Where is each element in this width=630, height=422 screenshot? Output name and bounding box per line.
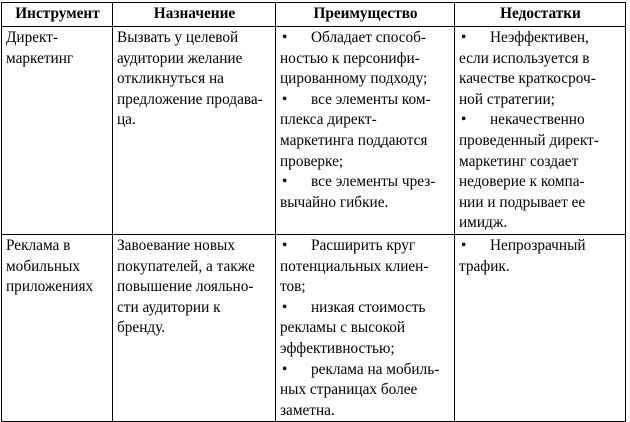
purpose-line: предложение продава- bbox=[117, 90, 263, 108]
header-disadvantages: Недостатки bbox=[455, 3, 626, 27]
bullet-continuation: ностью к персонифи- bbox=[280, 49, 420, 67]
table-row bbox=[2, 234, 626, 421]
bullet-icon bbox=[280, 360, 311, 381]
bullet-icon bbox=[280, 236, 311, 257]
bullet-item bbox=[280, 90, 451, 111]
comparison-table bbox=[1, 2, 626, 422]
bullet-text: Обладает способ- bbox=[311, 29, 427, 46]
bullet-text: все элементы чрез- bbox=[311, 173, 436, 191]
header-row bbox=[2, 3, 626, 27]
bullet-continuation: маркетинг создает bbox=[459, 152, 579, 170]
purpose-line: Завоевание новых bbox=[117, 236, 235, 254]
advantages-cell bbox=[276, 27, 455, 235]
tool-line: приложениях bbox=[6, 278, 94, 296]
table-row bbox=[2, 27, 626, 235]
bullet-continuation: потенциальных клиен- bbox=[280, 257, 429, 275]
bullet-continuation: если используется в bbox=[459, 49, 590, 67]
bullet-icon bbox=[280, 28, 311, 49]
bullet-text: Непрозрачный bbox=[490, 236, 586, 254]
bullet-continuation: проверке; bbox=[280, 152, 344, 170]
disadvantages-cell bbox=[455, 234, 626, 421]
tool-line: Реклама в bbox=[6, 236, 71, 254]
bullet-continuation: рекламы с высокой bbox=[280, 319, 406, 337]
bullet-item bbox=[280, 28, 451, 49]
bullet-text: некачественно bbox=[490, 111, 585, 129]
bullet-continuation: ных страницах более bbox=[280, 381, 418, 399]
purpose-line: бренду. bbox=[117, 319, 166, 337]
bullet-item bbox=[280, 236, 451, 257]
header-advantages: Преимущество bbox=[276, 3, 455, 27]
tool-line: Директ- bbox=[6, 29, 59, 46]
bullet-item bbox=[280, 360, 451, 381]
bullet-continuation: имидж. bbox=[459, 214, 508, 232]
bullet-continuation: цированному подходу; bbox=[280, 70, 428, 88]
bullet-icon bbox=[459, 236, 490, 257]
header-tool: Инструмент bbox=[2, 3, 113, 27]
advantages-cell bbox=[276, 234, 455, 421]
header-purpose: Назначение bbox=[113, 3, 276, 27]
bullet-text: Неэффективен, bbox=[490, 29, 589, 46]
purpose-line: аудитории желание bbox=[117, 49, 243, 67]
purpose-cell bbox=[113, 27, 276, 235]
tool-cell bbox=[2, 27, 113, 235]
disadvantages-cell bbox=[455, 27, 626, 235]
tool-cell bbox=[2, 234, 113, 421]
bullet-icon bbox=[280, 90, 311, 111]
bullet-continuation: трафик. bbox=[459, 257, 510, 275]
bullet-continuation: недоверие к компа- bbox=[459, 173, 585, 191]
purpose-cell bbox=[113, 234, 276, 421]
bullet-text: все элементы ком- bbox=[311, 90, 431, 108]
purpose-line: Вызвать у целевой bbox=[117, 29, 239, 46]
purpose-line: откликнуться на bbox=[117, 70, 224, 88]
bullet-continuation: ной стратегии; bbox=[459, 90, 555, 108]
bullet-icon bbox=[280, 172, 311, 193]
purpose-line: ца. bbox=[117, 111, 136, 129]
bullet-text: Расширить круг bbox=[311, 236, 416, 254]
bullet-continuation: нии и подрывает ее bbox=[459, 193, 586, 211]
bullet-item bbox=[459, 110, 622, 131]
bullet-continuation: плекса директ- bbox=[280, 111, 377, 129]
purpose-line: сти аудитории к bbox=[117, 298, 221, 316]
purpose-line: покупателей, а также bbox=[117, 257, 255, 275]
bullet-item bbox=[459, 236, 622, 257]
bullet-item bbox=[459, 28, 622, 49]
bullet-continuation: заметна. bbox=[280, 401, 335, 419]
bullet-icon bbox=[459, 28, 490, 49]
purpose-line: повышение лояльно- bbox=[117, 278, 254, 296]
bullet-continuation: маркетинга поддаются bbox=[280, 131, 428, 149]
bullet-item bbox=[280, 172, 451, 193]
bullet-text: реклама на мобиль- bbox=[311, 360, 440, 378]
tool-line: маркетинг bbox=[6, 49, 74, 67]
bullet-icon bbox=[459, 110, 490, 131]
bullet-continuation: эффективностью; bbox=[280, 339, 395, 357]
bullet-text: низкая стоимость bbox=[311, 298, 426, 316]
bullet-continuation: качестве краткосроч- bbox=[459, 70, 596, 88]
bullet-continuation: проведенный директ- bbox=[459, 131, 599, 149]
tool-line: мобильных bbox=[6, 257, 81, 275]
bullet-continuation: вычайно гибкие. bbox=[280, 193, 389, 211]
bullet-continuation: тов; bbox=[280, 278, 306, 296]
bullet-item bbox=[280, 298, 451, 319]
bullet-icon bbox=[280, 298, 311, 319]
